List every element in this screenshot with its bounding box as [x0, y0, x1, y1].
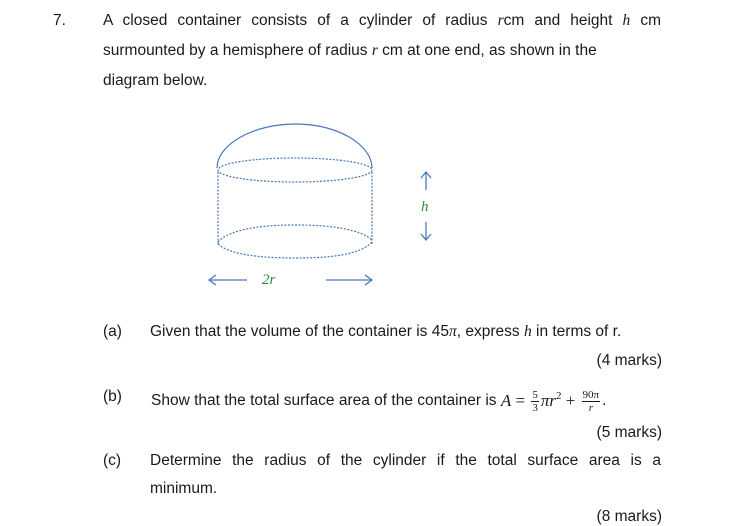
- intro-var-r-2: r: [371, 42, 378, 59]
- intro-text-1c: cm: [630, 12, 661, 29]
- part-a-text-1: Given that the volume of the container is 45: [150, 323, 449, 340]
- part-b-label: (b): [103, 388, 122, 405]
- part-b-marks: (5 marks): [596, 424, 662, 441]
- formula-period: .: [602, 392, 607, 410]
- part-c-label: (c): [103, 452, 122, 469]
- part-a-h: h: [523, 323, 532, 340]
- cylinder-bottom-back: [218, 225, 372, 242]
- height-arrow-down: [421, 222, 431, 240]
- part-a-text: [150, 323, 621, 341]
- intro-text-1a: A closed container consists of a cylinder of radius: [103, 12, 498, 29]
- width-arrow-right: [326, 275, 372, 285]
- fraction-90pi-over-r: [582, 389, 601, 414]
- part-c-marks: (8 marks): [596, 508, 662, 525]
- formula-exponent: 2: [555, 390, 562, 402]
- part-b-statement: Show that the total surface area of the container is: [151, 392, 501, 410]
- width-label: 2r: [262, 272, 276, 288]
- height-label: h: [421, 199, 429, 215]
- formula-pi-r: πr: [540, 391, 556, 411]
- intro-text-1b: cm and height: [503, 12, 623, 29]
- frac2-denominator: r: [588, 401, 593, 414]
- part-c-text-line-2: minimum.: [150, 480, 218, 497]
- formula-plus: +: [561, 391, 580, 411]
- intro-text-2b: cm at one end, as shown in the: [377, 42, 597, 59]
- fraction-five-thirds: [531, 389, 539, 414]
- part-a-pi: π: [448, 323, 457, 340]
- height-arrow-up: [421, 172, 431, 190]
- frac1-denominator: 3: [532, 401, 538, 414]
- width-arrow-left: [209, 275, 247, 285]
- frac2-numerator: 90π: [582, 388, 600, 401]
- part-b-text: [151, 382, 606, 415]
- part-a-text-3: in terms of r.: [531, 323, 622, 340]
- part-a-marks: (4 marks): [596, 352, 662, 369]
- formula-A: A: [500, 391, 512, 411]
- intro-text-2a: surmounted by a hemisphere of radius: [103, 42, 372, 59]
- part-a-label: (a): [103, 323, 122, 340]
- question-intro-line-3: diagram below.: [103, 72, 208, 89]
- formula-equals: =: [511, 391, 530, 411]
- part-a-text-2: , express: [456, 323, 524, 340]
- question-number: 7.: [53, 12, 66, 29]
- frac1-numerator: 5: [532, 388, 538, 401]
- intro-var-h: h: [622, 12, 631, 29]
- part-c-text-line-1: Determine the radius of the cylinder if the total surface area is a: [150, 452, 661, 469]
- cylinder-bottom-front: [218, 242, 372, 258]
- cylinder-top-ellipse: [218, 158, 372, 182]
- intro-var-r: r: [497, 12, 504, 29]
